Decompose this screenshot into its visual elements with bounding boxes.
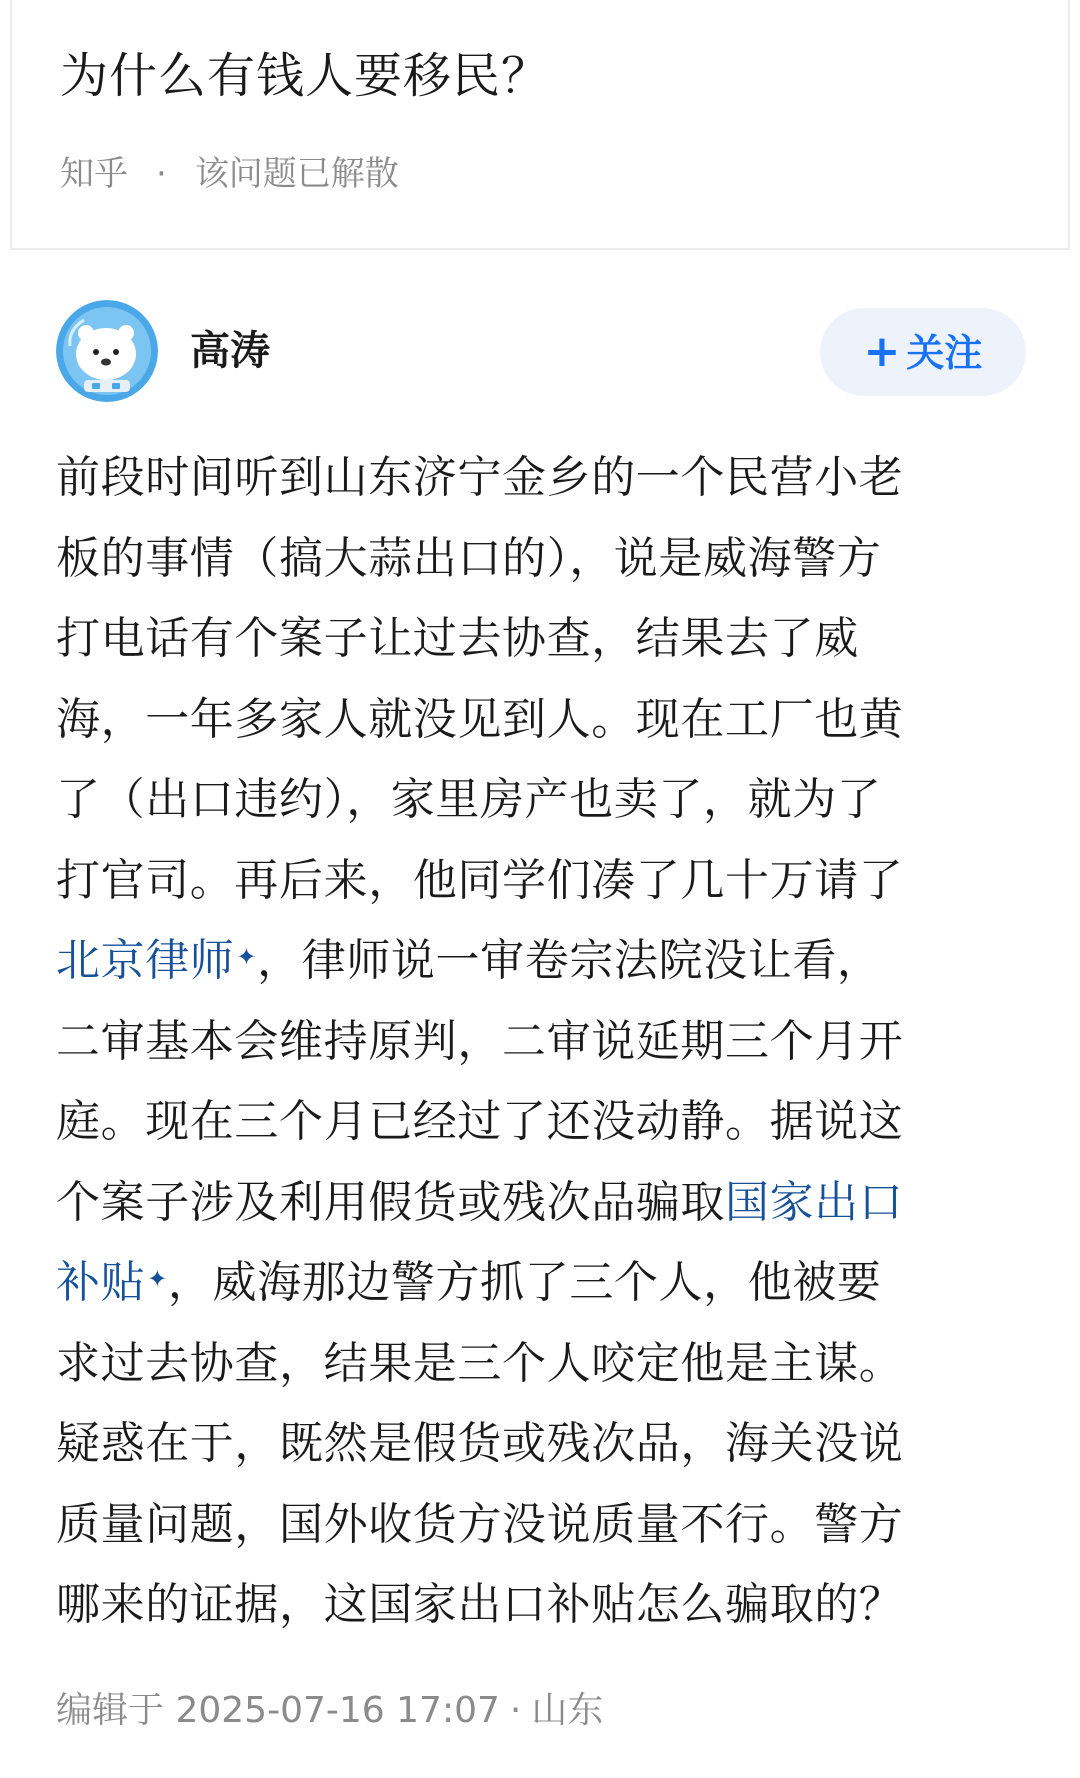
answer-line: 质量问题，国外收货方没说质量不行。警方 [56, 1498, 904, 1550]
answer-body [56, 438, 1026, 1646]
answer-paragraph [56, 438, 1026, 1646]
answer-line: 庭。现在三个月已经过了还没动静。据说这 [56, 1096, 904, 1147]
keyword-link-export-subsidy[interactable]: 国家出口 [725, 1176, 904, 1228]
follow-button[interactable] [820, 308, 1026, 396]
author-row [0, 300, 1080, 404]
question-meta [60, 152, 399, 196]
answer-text: ，律师说一审卷宗法院没让看， [257, 935, 882, 986]
edited-label: 编辑于 [56, 1690, 165, 1731]
author-name[interactable]: 高涛 [190, 328, 270, 374]
answer-line [56, 921, 1026, 1002]
answer-line: 了（出口违约），家里房产也卖了，就为了 [56, 774, 882, 825]
follow-label: 关注 [906, 331, 983, 375]
answer-line: 板的事情（搞大蒜出口的），说是威海警方 [56, 532, 882, 584]
answer-line: 二审基本会维持原判，二审说延期三个月开 [56, 1015, 904, 1067]
answer-line: 哪来的证据，这国家出口补贴怎么骗取的？ [56, 1579, 904, 1630]
answer-line: 疑惑在于，既然是假货或残次品，海关没说 [56, 1418, 904, 1469]
polar-bear-astronaut-avatar-icon [56, 300, 158, 402]
answer-line: 求过去协查，结果是三个人咬定他是主谋。 [56, 1337, 904, 1389]
answer-text: ，威海那边警方抓了三个人，他被要 [167, 1257, 882, 1308]
answer-line [56, 1243, 1026, 1324]
footer-separator: · [509, 1690, 522, 1731]
keyword-link-export-subsidy-cont[interactable]: 补贴 [56, 1257, 146, 1308]
sparkle-icon: ✦ [236, 943, 258, 971]
answer-line: 打电话有个案子让过去协查，结果去了威 [56, 613, 859, 664]
sparkle-icon: ✦ [147, 1265, 168, 1293]
question-title[interactable]: 为什么有钱人要移民？ [60, 48, 551, 104]
answer-text: 个案子涉及利用假货或残次品骗取 [56, 1176, 725, 1228]
keyword-link-beijing-lawyer[interactable]: 北京律师 [56, 935, 235, 986]
answer-line: 前段时间听到山东济宁金乡的一个民营小老 [56, 452, 904, 503]
author-avatar[interactable] [56, 300, 158, 402]
edited-time: 17:07 [396, 1690, 500, 1731]
ip-location: 山东 [531, 1690, 604, 1731]
answer-footer [56, 1686, 603, 1736]
answer-line: 打官司。再后来，他同学们凑了几十万请了 [56, 854, 904, 906]
question-source[interactable]: 知乎 [60, 154, 128, 194]
answer-line [56, 1163, 1026, 1244]
plus-icon: + [863, 326, 901, 377]
meta-separator: · [156, 154, 167, 194]
question-status: 该问题已解散 [194, 154, 399, 194]
answer-line: 海，一年多家人就没见到人。现在工厂也黄 [56, 693, 904, 745]
edited-date: 2025-07-16 [175, 1690, 385, 1731]
question-card [10, 0, 1070, 250]
